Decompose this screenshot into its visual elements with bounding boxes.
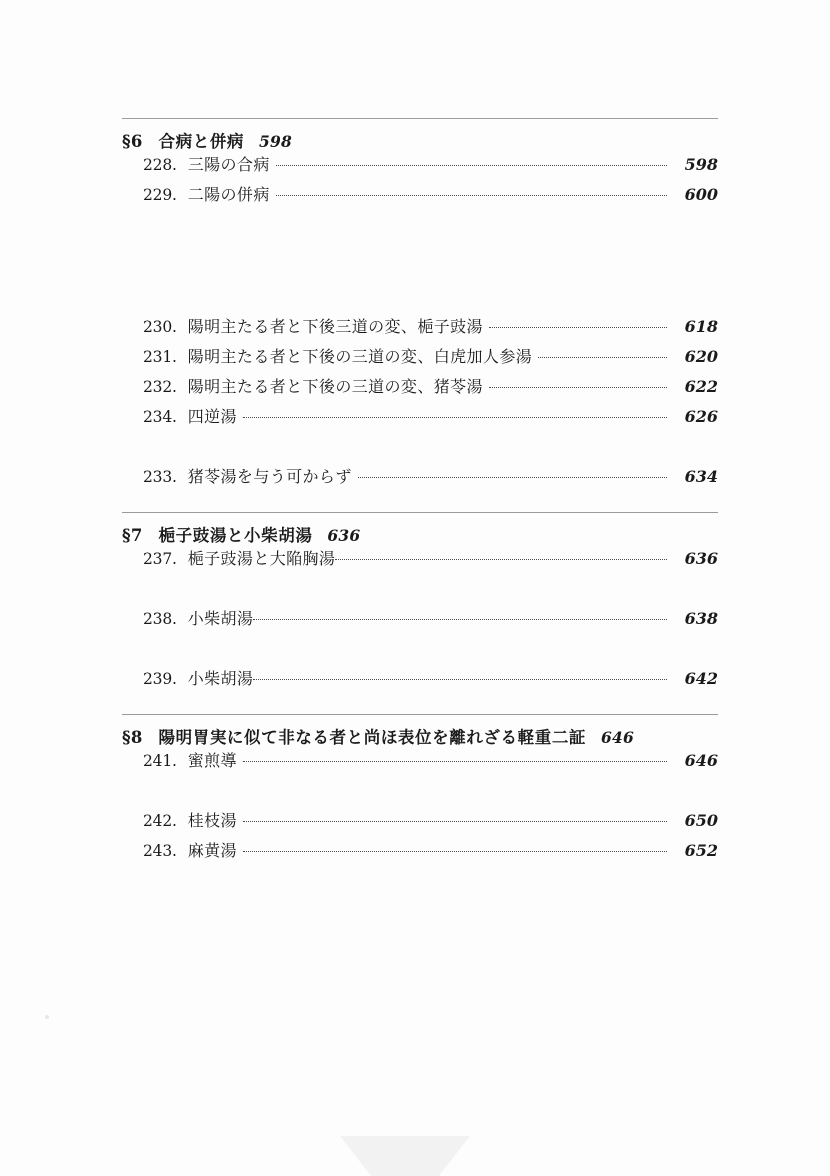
entry-title: 小柴胡湯	[187, 609, 254, 628]
toc-section	[122, 714, 718, 870]
entry-page-number: 600	[684, 185, 718, 204]
entry-title: 四逆湯	[187, 407, 237, 426]
toc-entry[interactable]	[122, 406, 718, 436]
dot-leader	[276, 154, 667, 170]
toc-entry[interactable]	[122, 376, 718, 406]
toc-entry[interactable]	[122, 840, 718, 870]
entry-title: 蜜煎導	[187, 751, 237, 770]
section-title: 陽明胃実に似て非なる者と尚ほ表位を離れざる軽重二証	[158, 728, 587, 747]
dot-leader	[276, 184, 667, 200]
entry-title: 猪苓湯を与う可からず	[187, 467, 352, 486]
toc-entry[interactable]	[122, 154, 718, 184]
toc-entry[interactable]	[122, 346, 718, 376]
vertical-spacer	[122, 230, 718, 316]
toc-entry[interactable]	[122, 750, 718, 780]
dot-leader	[243, 810, 667, 826]
entry-page-number: 638	[684, 609, 718, 628]
vertical-spacer	[122, 496, 718, 512]
vertical-spacer	[122, 698, 718, 714]
dot-leader	[358, 466, 667, 482]
toc-entry[interactable]	[122, 810, 718, 840]
toc-entry[interactable]	[122, 316, 718, 346]
toc-entry[interactable]	[122, 668, 718, 698]
dot-leader	[335, 548, 667, 564]
entry-title: 二陽の併病	[187, 185, 270, 204]
entry-page-number: 620	[684, 347, 718, 366]
dot-leader	[253, 668, 667, 684]
dot-leader	[489, 376, 667, 392]
vertical-spacer	[122, 638, 718, 668]
section-mark: §6	[122, 132, 143, 151]
dot-leader	[243, 406, 667, 422]
dot-leader	[489, 316, 667, 332]
entry-title: 陽明主たる者と下後の三道の変、白虎加人参湯	[187, 347, 533, 366]
toc-entry[interactable]	[122, 608, 718, 638]
entry-title: 小柴胡湯	[187, 669, 254, 688]
vertical-spacer	[122, 436, 718, 466]
entry-title: 三陽の合病	[187, 155, 270, 174]
entry-number: 242 .	[143, 814, 177, 830]
vertical-spacer	[122, 214, 718, 230]
dot-leader	[538, 346, 667, 362]
dot-leader	[243, 750, 667, 766]
entry-page-number: 598	[684, 155, 718, 174]
toc-entry[interactable]	[122, 548, 718, 578]
entry-number: 241 .	[143, 754, 177, 770]
entry-page-number: 652	[684, 841, 718, 860]
section-mark: §7	[122, 526, 143, 545]
toc-entry[interactable]	[122, 466, 718, 496]
entry-title: 麻黄湯	[187, 841, 237, 860]
entry-title: 梔子豉湯と大陥胸湯	[187, 549, 336, 568]
entry-number: 229 .	[143, 188, 177, 204]
entry-title: 陽明主たる者と下後の三道の変、猪苓湯	[187, 377, 483, 396]
section-heading[interactable]	[122, 513, 718, 548]
entry-number: 228 .	[143, 158, 177, 174]
section-title: 梔子豉湯と小柴胡湯	[158, 526, 313, 545]
section-mark: §8	[122, 728, 143, 747]
section-heading[interactable]	[122, 119, 718, 154]
section-heading[interactable]	[122, 715, 718, 750]
toc-section	[122, 118, 718, 214]
entry-number: 233 .	[143, 470, 177, 486]
entry-title: 陽明主たる者と下後三道の変、梔子豉湯	[187, 317, 483, 336]
entry-page-number: 618	[684, 317, 718, 336]
toc-section	[122, 230, 718, 496]
entry-page-number: 646	[684, 751, 718, 770]
vertical-spacer	[122, 578, 718, 608]
entry-number: 232 .	[143, 380, 177, 396]
entry-number: 243 .	[143, 844, 177, 860]
dot-leader	[243, 840, 667, 856]
entry-page-number: 636	[684, 549, 718, 568]
toc-section	[122, 512, 718, 698]
entry-number: 230 .	[143, 320, 177, 336]
entry-page-number: 642	[684, 669, 718, 688]
scan-speck-artifact	[45, 1015, 49, 1019]
entry-number: 238 .	[143, 612, 177, 628]
vertical-spacer	[122, 780, 718, 810]
section-page-number: 598	[259, 132, 292, 151]
entry-page-number: 650	[684, 811, 718, 830]
toc-entry[interactable]	[122, 184, 718, 214]
entry-page-number: 622	[684, 377, 718, 396]
entry-number: 234 .	[143, 410, 177, 426]
entry-title: 桂枝湯	[187, 811, 237, 830]
section-page-number: 636	[327, 526, 361, 545]
entry-number: 231 .	[143, 350, 177, 366]
dot-leader	[253, 608, 667, 624]
entry-page-number: 634	[684, 467, 718, 486]
entry-number: 239 .	[143, 672, 177, 688]
section-title: 合病と併病	[158, 132, 245, 151]
page-edge-shadow-artifact	[340, 1136, 470, 1176]
entry-number: 237 .	[143, 552, 177, 568]
section-page-number: 646	[601, 728, 634, 747]
entry-page-number: 626	[684, 407, 718, 426]
table-of-contents	[122, 118, 718, 870]
